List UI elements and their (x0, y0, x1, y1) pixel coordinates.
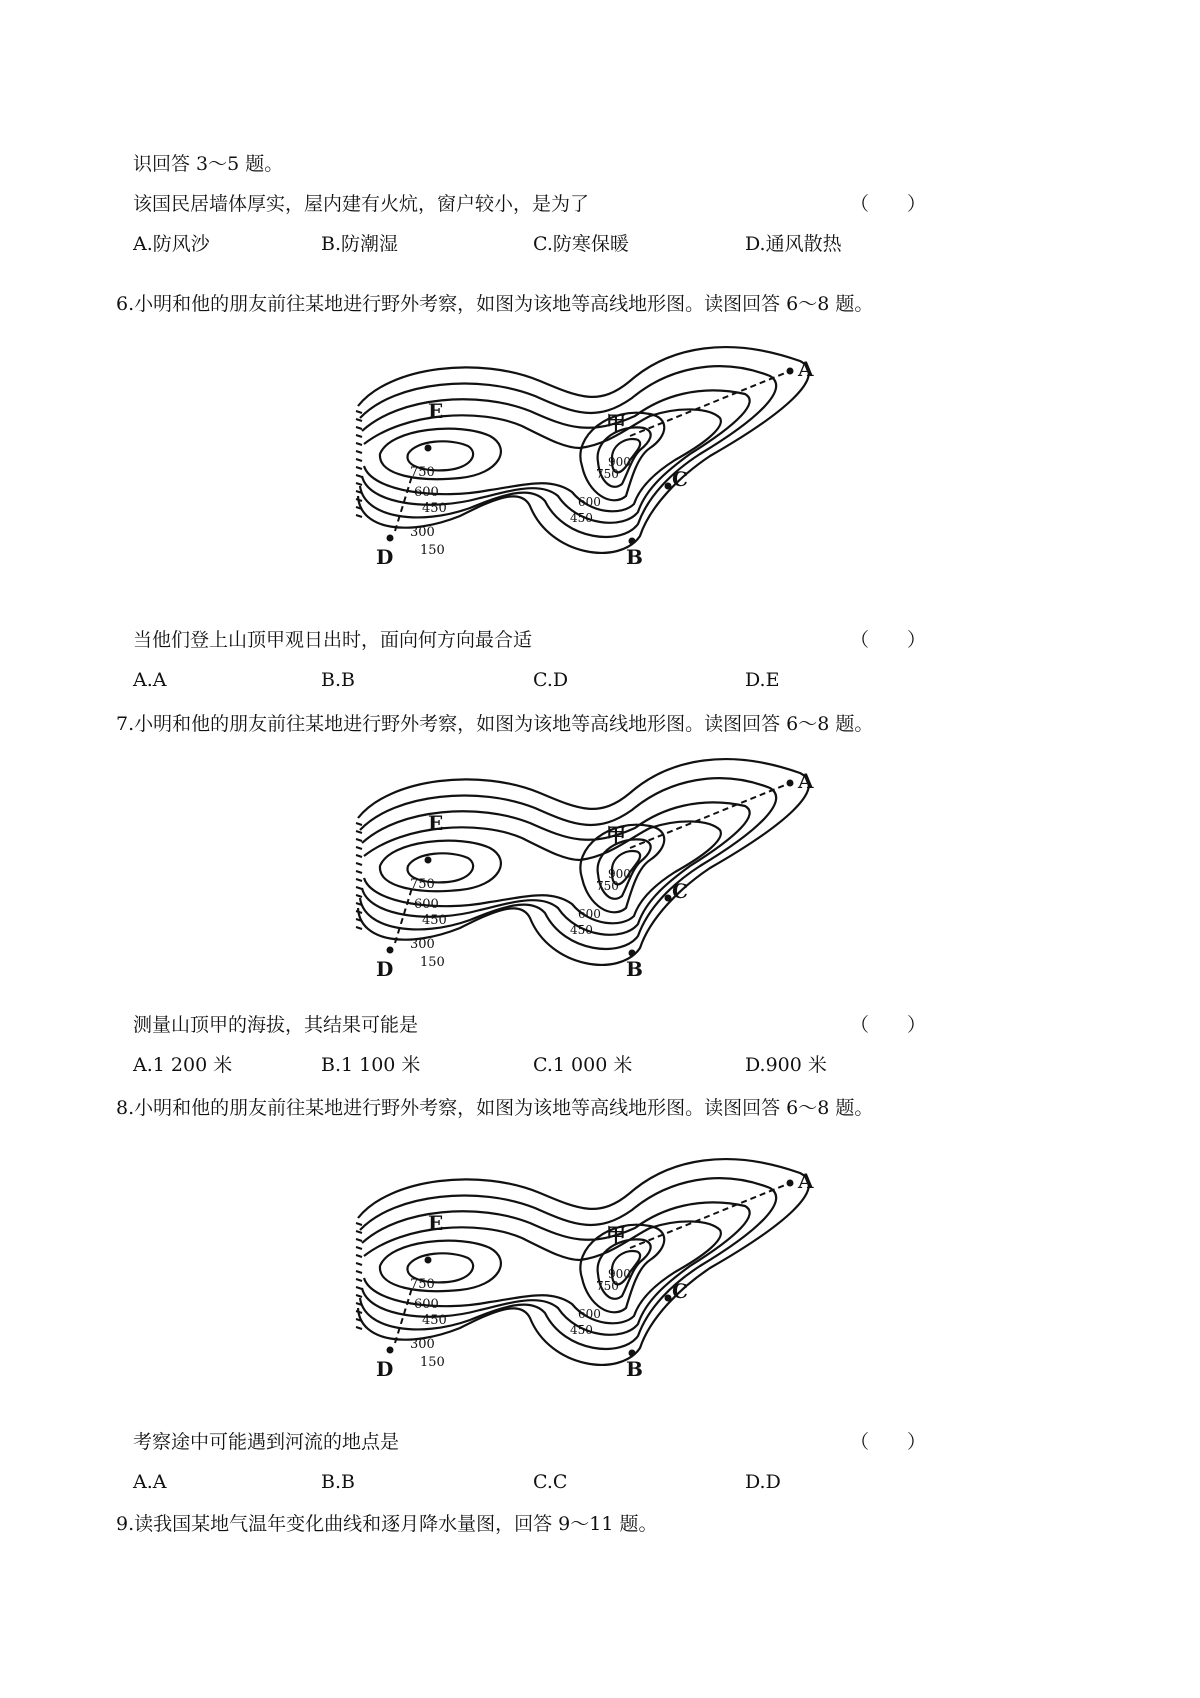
cliff-tick (356, 839, 362, 841)
cliff-tick (356, 855, 362, 857)
q7-intro: 7.小明和他的朋友前往某地进行野外考察，如图为该地等高线地形图。读图回答 6～8 题。 (116, 713, 874, 735)
label-jia: 甲 (606, 411, 626, 435)
label-a: A (798, 1169, 814, 1193)
label-b: B (626, 545, 643, 569)
cliff-tick (356, 1223, 362, 1225)
q5-option-c[interactable]: C.防寒保暖 (533, 233, 629, 255)
map-point (425, 1257, 432, 1264)
cliff-tick (356, 435, 362, 437)
contour-label-900: 900 (608, 455, 631, 469)
label-b: B (626, 957, 643, 981)
contour-label-300: 300 (410, 1337, 435, 1352)
label-d: D (376, 957, 394, 981)
q6-option-d[interactable]: D.E (745, 669, 780, 691)
contour-label-600: 600 (414, 897, 439, 912)
cliff-tick (356, 911, 362, 913)
cliff-tick (356, 895, 362, 897)
q6-stem: 当他们登上山顶甲观日出时，面向何方向最合适 (133, 629, 533, 651)
contour-label-750: 750 (410, 877, 435, 892)
label-c: C (672, 467, 688, 491)
q8-intro: 8.小明和他的朋友前往某地进行野外考察，如图为该地等高线地形图。读图回答 6～8 题。 (116, 1097, 874, 1119)
q5-option-a[interactable]: A.防风沙 (133, 233, 210, 255)
label-jia: 甲 (606, 823, 626, 847)
q5-option-b[interactable]: B.防潮湿 (321, 233, 399, 255)
contour-label-600: 600 (414, 485, 439, 500)
cliff-tick (356, 1239, 362, 1241)
q8-stem: 考察途中可能遇到河流的地点是 (133, 1431, 400, 1453)
contour-label-450-right: 450 (570, 923, 593, 937)
map-point (425, 857, 432, 864)
map-point (787, 780, 794, 787)
contour-label-750-right: 750 (596, 467, 619, 481)
contour-label-600: 600 (414, 1297, 439, 1312)
map-point (425, 445, 432, 452)
contour-label-600-right: 600 (578, 495, 601, 509)
contour-label-450-right: 450 (570, 511, 593, 525)
cliff-tick (356, 427, 362, 429)
label-jia: 甲 (606, 1223, 626, 1247)
contour-line (380, 841, 501, 892)
map-point (387, 1347, 394, 1354)
map-point (665, 483, 672, 490)
contour-line (380, 1241, 501, 1292)
q7-option-d[interactable]: D.900 米 (745, 1054, 827, 1076)
cliff-tick (356, 1279, 362, 1281)
contour-label-450-right: 450 (570, 1323, 593, 1337)
q6-intro: 6.小明和他的朋友前往某地进行野外考察，如图为该地等高线地形图。读图回答 6～8 题。 (116, 293, 874, 315)
contour-label-450: 450 (422, 913, 447, 928)
cliff-tick (356, 1255, 362, 1257)
map-point (387, 535, 394, 542)
cliff-tick (356, 1231, 362, 1233)
cliff-tick (356, 459, 362, 461)
contour-label-600-right: 600 (578, 1307, 601, 1321)
map-point (387, 947, 394, 954)
q7-stem: 测量山顶甲的海拔，其结果可能是 (133, 1014, 419, 1036)
cliff-tick (356, 411, 362, 413)
cliff-tick (356, 1287, 362, 1289)
contour-label-750: 750 (410, 1277, 435, 1292)
map-point (665, 1295, 672, 1302)
q8-option-b[interactable]: B.B (321, 1471, 355, 1493)
cliff-tick (356, 1311, 362, 1313)
contour-map-2 (350, 748, 850, 1008)
cliff-tick (356, 831, 362, 833)
contour-map-3 (350, 1148, 850, 1408)
q8-option-c[interactable]: C.C (533, 1471, 568, 1493)
cliff-tick (356, 419, 362, 421)
label-c: C (672, 879, 688, 903)
q7-answer-paren: （ ） (850, 1014, 927, 1036)
contour-label-900: 900 (608, 1267, 631, 1281)
label-a: A (798, 769, 814, 793)
q8-option-d[interactable]: D.D (745, 1471, 781, 1493)
label-b: B (626, 1357, 643, 1381)
contour-label-600-right: 600 (578, 907, 601, 921)
map-point (629, 1350, 636, 1357)
q6-answer-paren: （ ） (850, 629, 927, 651)
contour-label-750-right: 750 (596, 1279, 619, 1293)
cliff-tick (356, 879, 362, 881)
q5-option-d[interactable]: D.通风散热 (745, 233, 842, 255)
cliff-tick (356, 1247, 362, 1249)
cliff-tick (356, 515, 362, 517)
cliff-tick (356, 499, 362, 501)
cliff-tick (356, 887, 362, 889)
label-e: E (428, 399, 444, 423)
map-point (787, 368, 794, 375)
cliff-tick (356, 475, 362, 477)
map-point (787, 1180, 794, 1187)
cliff-tick (356, 1263, 362, 1265)
contour-label-300: 300 (410, 525, 435, 540)
map-point (629, 950, 636, 957)
label-c: C (672, 1279, 688, 1303)
q7-option-a[interactable]: A.1 200 米 (133, 1054, 233, 1076)
cliff-tick (356, 1295, 362, 1297)
q8-answer-paren: （ ） (850, 1431, 927, 1453)
contour-label-750: 750 (410, 465, 435, 480)
contour-label-450: 450 (422, 501, 447, 516)
map-point (629, 538, 636, 545)
q6-option-a[interactable]: A.A (133, 669, 167, 691)
contour-label-750-right: 750 (596, 879, 619, 893)
q6-option-c[interactable]: C.D (533, 669, 569, 691)
q5-stem: 该国民居墙体厚实，屋内建有火炕，窗户较小，是为了 (133, 193, 590, 215)
contour-label-450: 450 (422, 1313, 447, 1328)
label-a: A (798, 357, 814, 381)
contour-label-150: 150 (420, 955, 445, 970)
contour-map-1 (350, 336, 850, 596)
cliff-tick (356, 443, 362, 445)
q9-intro: 9.读我国某地气温年变化曲线和逐月降水量图，回答 9～11 题。 (116, 1513, 658, 1535)
cliff-tick (356, 483, 362, 485)
cliff-tick (356, 863, 362, 865)
q5-answer-paren: （ ） (850, 193, 927, 215)
contour-label-150: 150 (420, 543, 445, 558)
label-e: E (428, 1211, 444, 1235)
cliff-tick (356, 847, 362, 849)
cliff-tick (356, 467, 362, 469)
label-d: D (376, 545, 394, 569)
cliff-tick (356, 823, 362, 825)
cliff-tick (356, 451, 362, 453)
cliff-tick (356, 871, 362, 873)
q6-option-b[interactable]: B.B (321, 669, 355, 691)
q8-option-a[interactable]: A.A (133, 1471, 167, 1493)
contour-label-900: 900 (608, 867, 631, 881)
cliff-tick (356, 927, 362, 929)
cliff-tick (356, 1327, 362, 1329)
intro-tail: 识回答 3～5 题。 (133, 153, 284, 175)
contour-label-300: 300 (410, 937, 435, 952)
q7-option-c[interactable]: C.1 000 米 (533, 1054, 633, 1076)
label-e: E (428, 811, 444, 835)
contour-label-150: 150 (420, 1355, 445, 1370)
contour-line (380, 429, 501, 480)
q7-option-b[interactable]: B.1 100 米 (321, 1054, 421, 1076)
label-d: D (376, 1357, 394, 1381)
cliff-tick (356, 1271, 362, 1273)
map-point (665, 895, 672, 902)
